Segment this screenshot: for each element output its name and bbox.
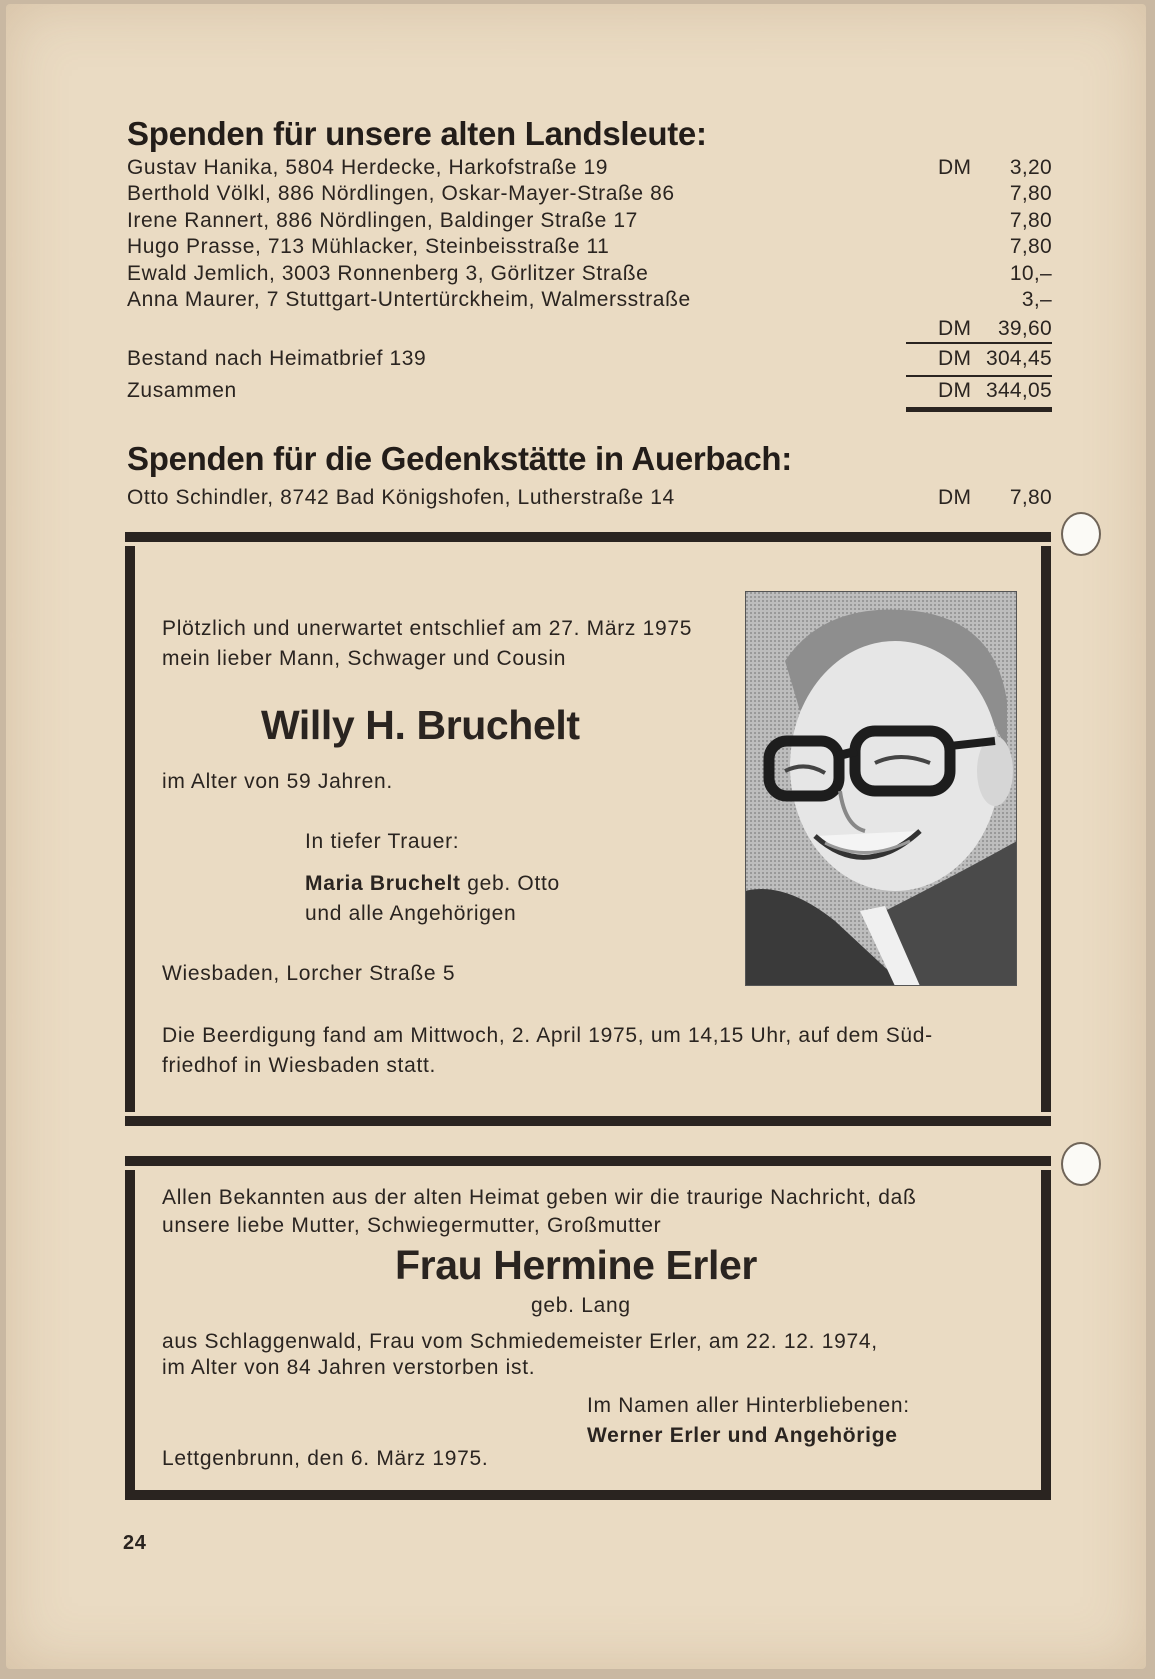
notice1-address: Wiesbaden, Lorcher Straße 5 <box>162 962 456 985</box>
donation-row-text: Ewald Jemlich, 3003 Ronnenberg 3, Görlitzer Straße <box>127 262 649 285</box>
notice2-line3: aus Schlaggenwald, Frau vom Schmiedemeister Erler, am 22. 12. 1974, <box>162 1330 878 1353</box>
notice1-relatives: und alle Angehörigen <box>305 902 517 925</box>
deceased-name-2: Frau Hermine Erler <box>395 1242 757 1288</box>
donation-row-text: Berthold Völkl, 886 Nördlingen, Oskar-Mayer-Straße 86 <box>127 182 675 205</box>
notice2-right-bar <box>1041 1170 1051 1490</box>
balance-label: Bestand nach Heimatbrief 139 <box>127 347 427 370</box>
donation-row-text: Irene Rannert, 886 Nördlingen, Baldinger Straße 17 <box>127 209 638 232</box>
notice2-line2: unsere liebe Mutter, Schwiegermutter, Großmutter <box>162 1214 662 1237</box>
notice1-age: im Alter von 59 Jahren. <box>162 770 393 793</box>
notice1-left-bar <box>125 546 135 1112</box>
donation-row-amount: 7,80 <box>1009 235 1052 258</box>
notice1-widow: Maria Bruchelt geb. Otto <box>305 872 560 895</box>
binder-hole-top <box>1061 512 1101 556</box>
total-rule-top <box>906 375 1052 377</box>
donation-row-amount: 7,80 <box>1009 182 1052 205</box>
total-amount: DM 344,05 <box>938 379 1052 402</box>
deceased-name: Willy H. Bruchelt <box>261 702 580 748</box>
balance-amount: DM 304,45 <box>938 347 1052 370</box>
notice2-signoff-label: Im Namen aller Hinterbliebenen: <box>587 1394 910 1417</box>
notice1-right-bar <box>1041 546 1051 1112</box>
donation-row-amount: 7,80 <box>1009 209 1052 232</box>
donation-row-amount: 3,– <box>1021 288 1052 311</box>
donation-row-text: Hugo Prasse, 713 Mühlacker, Steinbeisstraße 11 <box>127 235 610 258</box>
notice1-line1: Plötzlich und unerwartet entschlief am 27. März 1975 <box>162 617 693 640</box>
section-title-memorial: Spenden für die Gedenkstätte in Auerbach: <box>127 440 792 477</box>
subtotal-rule <box>906 342 1052 344</box>
notice2-bottom-bar <box>125 1490 1051 1500</box>
notice1-funeral-line1: Die Beerdigung fand am Mittwoch, 2. April 1975, um 14,15 Uhr, auf dem Süd- <box>162 1024 933 1047</box>
notice2-maiden-name: geb. Lang <box>531 1294 631 1317</box>
donation-row-text: Anna Maurer, 7 Stuttgart-Untertürckheim, Walmersstraße <box>127 288 691 311</box>
notice1-funeral-line2: friedhof in Wiesbaden statt. <box>162 1054 437 1077</box>
memorial-donation-amount: DM 7,80 <box>938 486 1052 509</box>
total-rule-bottom <box>906 407 1052 412</box>
section-title-old-landsleute: Spenden für unsere alten Landsleute: <box>127 115 707 152</box>
memorial-donation-text: Otto Schindler, 8742 Bad Königshofen, Lutherstraße 14 <box>127 486 675 509</box>
notice1-bottom-bar <box>125 1116 1051 1126</box>
binder-hole-bottom <box>1061 1142 1101 1186</box>
page-number: 24 <box>123 1532 147 1554</box>
notice2-left-bar <box>125 1170 135 1490</box>
notice2-line4: im Alter von 84 Jahren verstorben ist. <box>162 1356 536 1379</box>
donation-row-amount: DM 3,20 <box>938 156 1052 179</box>
notice1-top-bar <box>125 532 1051 542</box>
donation-row-text: Gustav Hanika, 5804 Herdecke, Harkofstraße 19 <box>127 156 609 179</box>
notice1-line2: mein lieber Mann, Schwager und Cousin <box>162 647 567 670</box>
notice2-signoff-names: Werner Erler und Angehörige <box>587 1424 898 1447</box>
notice2-place-date: Lettgenbrunn, den 6. März 1975. <box>162 1447 489 1470</box>
donation-row-amount: 10,– <box>1009 262 1052 285</box>
subtotal-amount: DM 39,60 <box>938 317 1052 340</box>
notice1-mourning: In tiefer Trauer: <box>305 830 460 853</box>
notice2-line1: Allen Bekannten aus der alten Heimat geben wir die traurige Nachricht, daß <box>162 1186 917 1209</box>
portrait-photo <box>745 591 1017 986</box>
notice2-top-bar <box>125 1156 1051 1166</box>
total-label: Zusammen <box>127 379 237 402</box>
page <box>6 4 1146 1669</box>
